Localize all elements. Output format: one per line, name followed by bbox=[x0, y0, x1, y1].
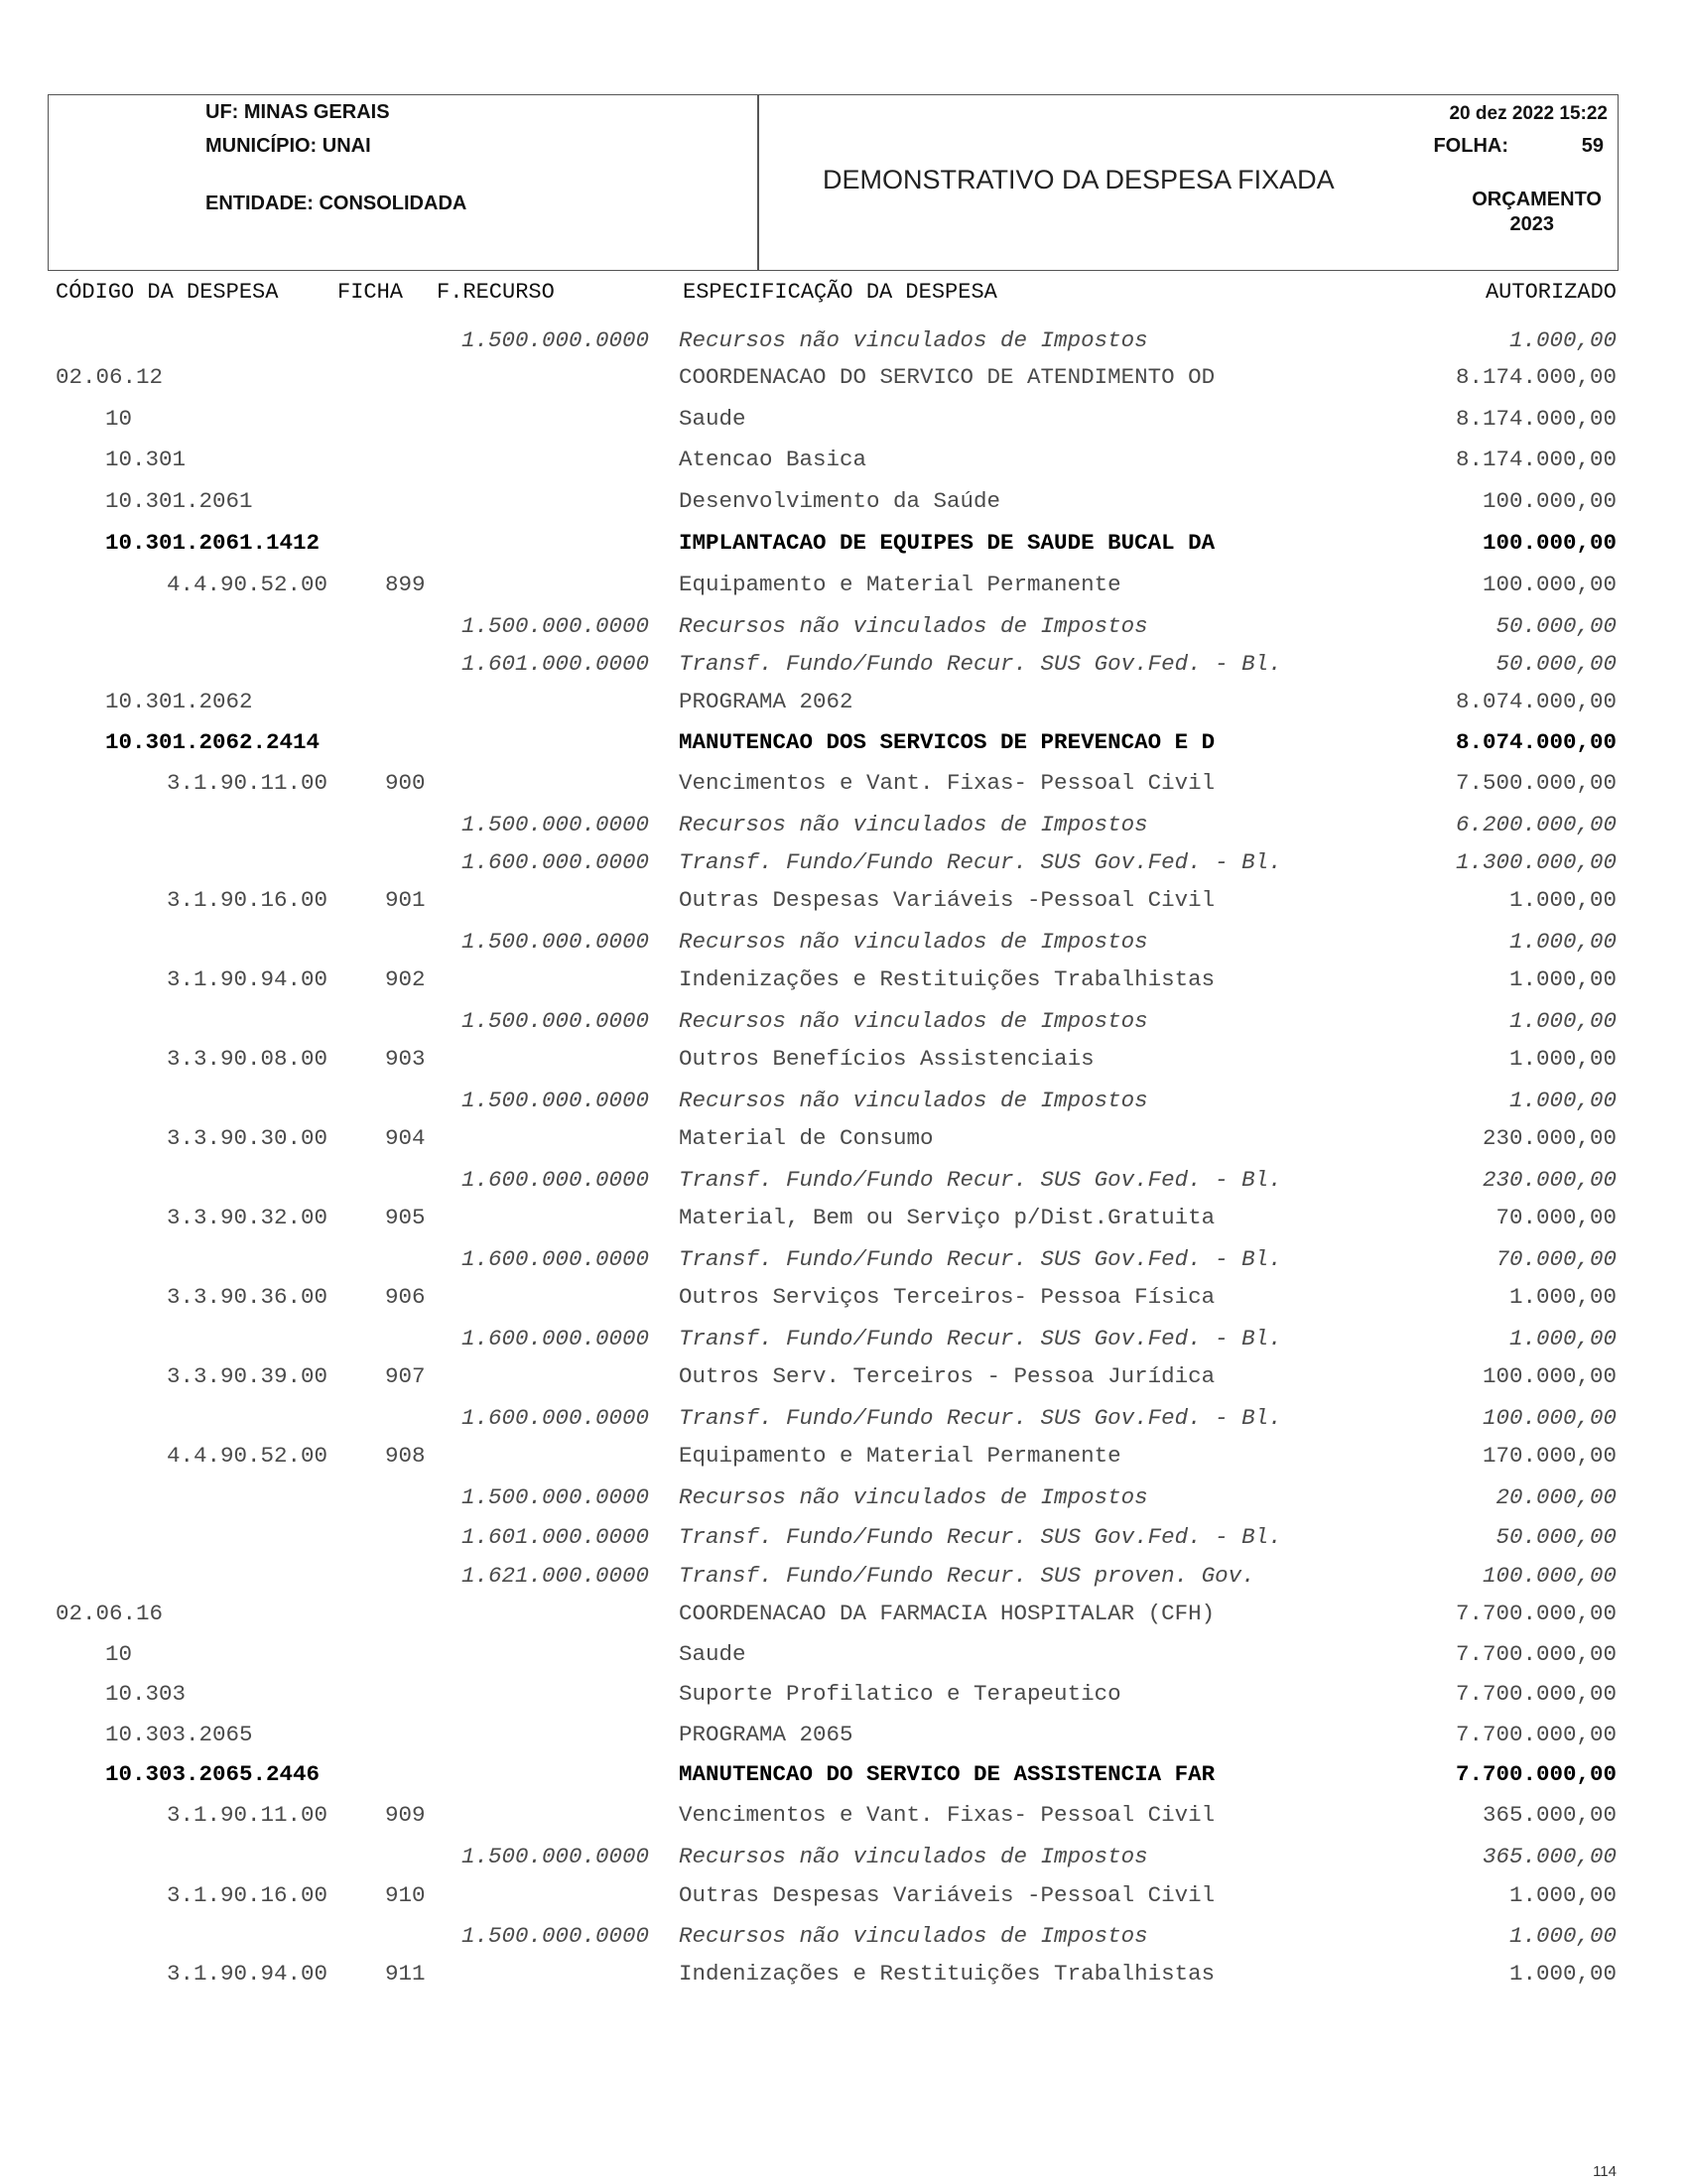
cell-recurso: 1.500.000.0000 bbox=[461, 929, 650, 955]
cell-desc: COORDENACAO DO SERVICO DE ATENDIMENTO OD bbox=[679, 364, 1216, 390]
table-row bbox=[0, 1084, 1688, 1117]
cell-desc: Saude bbox=[679, 406, 746, 432]
cell-desc: Outras Despesas Variáveis -Pessoal Civil bbox=[679, 1882, 1216, 1908]
table-row bbox=[0, 725, 1688, 759]
municipio-label: MUNICÍPIO: UNAI bbox=[205, 135, 371, 157]
cell-amount: 7.700.000,00 bbox=[1455, 1681, 1617, 1707]
cell-desc: Recursos não vinculados de Impostos bbox=[679, 1484, 1148, 1510]
cell-ficha: 899 bbox=[385, 572, 426, 597]
table-row bbox=[0, 484, 1688, 518]
cell-recurso: 1.600.000.0000 bbox=[461, 1326, 650, 1351]
column-especificacao: ESPECIFICAÇÃO DA DESPESA bbox=[683, 280, 997, 305]
table-row bbox=[0, 808, 1688, 841]
cell-amount: 50.000,00 bbox=[1495, 613, 1617, 639]
cell-desc: Recursos não vinculados de Impostos bbox=[679, 327, 1148, 353]
cell-recurso: 1.500.000.0000 bbox=[461, 327, 650, 353]
cell-desc: Recursos não vinculados de Impostos bbox=[679, 812, 1148, 837]
cell-code: 10 bbox=[105, 1641, 133, 1667]
table-row bbox=[0, 609, 1688, 643]
cell-code: 3.3.90.39.00 bbox=[167, 1363, 328, 1389]
cell-amount: 100.000,00 bbox=[1482, 1563, 1617, 1589]
column-ficha: FICHA bbox=[337, 280, 404, 305]
folha-label: FOLHA: bbox=[1433, 135, 1508, 157]
cell-amount: 100.000,00 bbox=[1482, 488, 1617, 514]
cell-code: 3.1.90.94.00 bbox=[167, 1961, 328, 1987]
cell-amount: 7.500.000,00 bbox=[1455, 770, 1617, 796]
table-row bbox=[0, 1878, 1688, 1912]
cell-ficha: 901 bbox=[385, 887, 426, 913]
cell-desc: Transf. Fundo/Fundo Recur. SUS Gov.Fed. - Bl. bbox=[679, 1246, 1282, 1272]
page-title: DEMONSTRATIVO DA DESPESA FIXADA bbox=[823, 165, 1335, 194]
cell-ficha: 906 bbox=[385, 1284, 426, 1310]
table-row bbox=[0, 1718, 1688, 1751]
cell-desc: Vencimentos e Vant. Fixas- Pessoal Civil bbox=[679, 770, 1216, 796]
table-row bbox=[0, 1242, 1688, 1276]
table-row bbox=[0, 1280, 1688, 1314]
table-row bbox=[0, 1163, 1688, 1197]
cell-amount: 50.000,00 bbox=[1495, 651, 1617, 677]
cell-desc: PROGRAMA 2065 bbox=[679, 1722, 853, 1747]
cell-desc: Transf. Fundo/Fundo Recur. SUS proven. Gov. bbox=[679, 1563, 1255, 1589]
table-row bbox=[0, 685, 1688, 718]
cell-code: 02.06.12 bbox=[56, 364, 164, 390]
cell-amount: 1.000,00 bbox=[1508, 1284, 1617, 1310]
cell-desc: Material de Consumo bbox=[679, 1125, 934, 1151]
cell-code: 10.301.2062 bbox=[105, 689, 253, 714]
cell-code: 4.4.90.52.00 bbox=[167, 572, 328, 597]
cell-amount: 7.700.000,00 bbox=[1455, 1641, 1617, 1667]
cell-code: 3.1.90.16.00 bbox=[167, 887, 328, 913]
table-row bbox=[0, 526, 1688, 560]
page-number: 114 bbox=[1593, 2163, 1617, 2180]
orcamento-year: 2023 bbox=[1509, 213, 1554, 235]
table-row bbox=[0, 402, 1688, 436]
cell-desc: Desenvolvimento da Saúde bbox=[679, 488, 1001, 514]
cell-desc: Transf. Fundo/Fundo Recur. SUS Gov.Fed. - Bl. bbox=[679, 651, 1282, 677]
column-recurso: F.RECURSO bbox=[437, 280, 555, 305]
cell-desc: Transf. Fundo/Fundo Recur. SUS Gov.Fed. - Bl. bbox=[679, 1167, 1282, 1193]
table-row bbox=[0, 360, 1688, 394]
table-row bbox=[0, 1201, 1688, 1234]
cell-recurso: 1.500.000.0000 bbox=[461, 1844, 650, 1869]
cell-code: 3.3.90.32.00 bbox=[167, 1205, 328, 1230]
table-row bbox=[0, 1919, 1688, 1953]
table-row bbox=[0, 647, 1688, 681]
cell-amount: 1.300.000,00 bbox=[1455, 849, 1617, 875]
table-row bbox=[0, 1439, 1688, 1473]
entidade-label: ENTIDADE: CONSOLIDADA bbox=[205, 193, 467, 214]
cell-amount: 100.000,00 bbox=[1482, 572, 1617, 597]
cell-code: 10.301.2061 bbox=[105, 488, 253, 514]
cell-recurso: 1.601.000.0000 bbox=[461, 651, 650, 677]
cell-amount: 8.174.000,00 bbox=[1455, 364, 1617, 390]
cell-amount: 1.000,00 bbox=[1508, 1882, 1617, 1908]
cell-code: 02.06.16 bbox=[56, 1601, 164, 1626]
table-row bbox=[0, 1597, 1688, 1630]
cell-amount: 365.000,00 bbox=[1482, 1844, 1617, 1869]
cell-code: 10.301.2062.2414 bbox=[105, 729, 321, 755]
cell-code: 10.303 bbox=[105, 1681, 187, 1707]
cell-desc: Indenizações e Restituições Trabalhistas bbox=[679, 966, 1216, 992]
column-autorizado: AUTORIZADO bbox=[1485, 280, 1617, 305]
report-header bbox=[48, 94, 1619, 271]
cell-amount: 230.000,00 bbox=[1482, 1125, 1617, 1151]
table-row bbox=[0, 1798, 1688, 1832]
table-row bbox=[0, 1559, 1688, 1593]
cell-code: 4.4.90.52.00 bbox=[167, 1443, 328, 1469]
table-row bbox=[0, 1840, 1688, 1873]
cell-desc: Indenizações e Restituições Trabalhistas bbox=[679, 1961, 1216, 1987]
cell-amount: 365.000,00 bbox=[1482, 1802, 1617, 1828]
cell-desc: Atencao Basica bbox=[679, 447, 867, 472]
cell-desc: Outras Despesas Variáveis -Pessoal Civil bbox=[679, 887, 1216, 913]
cell-code: 3.3.90.30.00 bbox=[167, 1125, 328, 1151]
cell-desc: Suporte Profilatico e Terapeutico bbox=[679, 1681, 1121, 1707]
cell-desc: Transf. Fundo/Fundo Recur. SUS Gov.Fed. - Bl. bbox=[679, 1405, 1282, 1431]
cell-desc: Outros Serviços Terceiros- Pessoa Física bbox=[679, 1284, 1216, 1310]
cell-amount: 70.000,00 bbox=[1495, 1246, 1617, 1272]
cell-code: 3.3.90.36.00 bbox=[167, 1284, 328, 1310]
cell-recurso: 1.600.000.0000 bbox=[461, 849, 650, 875]
cell-amount: 8.074.000,00 bbox=[1455, 729, 1617, 755]
uf-label: UF: MINAS GERAIS bbox=[205, 101, 390, 123]
table-row bbox=[0, 1637, 1688, 1671]
header-divider bbox=[757, 95, 759, 270]
cell-recurso: 1.500.000.0000 bbox=[461, 812, 650, 837]
cell-recurso: 1.601.000.0000 bbox=[461, 1524, 650, 1550]
cell-desc: Transf. Fundo/Fundo Recur. SUS Gov.Fed. - Bl. bbox=[679, 1524, 1282, 1550]
cell-desc: Material, Bem ou Serviço p/Dist.Gratuita bbox=[679, 1205, 1216, 1230]
cell-amount: 8.074.000,00 bbox=[1455, 689, 1617, 714]
table-row bbox=[0, 1520, 1688, 1554]
cell-amount: 1.000,00 bbox=[1508, 1088, 1617, 1113]
cell-recurso: 1.621.000.0000 bbox=[461, 1563, 650, 1589]
table-row bbox=[0, 1401, 1688, 1435]
cell-desc: MANUTENCAO DOS SERVICOS DE PREVENCAO E D bbox=[679, 729, 1216, 755]
cell-amount: 170.000,00 bbox=[1482, 1443, 1617, 1469]
cell-amount: 100.000,00 bbox=[1482, 1363, 1617, 1389]
cell-amount: 20.000,00 bbox=[1495, 1484, 1617, 1510]
cell-code: 10.301.2061.1412 bbox=[105, 530, 321, 556]
cell-recurso: 1.500.000.0000 bbox=[461, 613, 650, 639]
cell-desc: Recursos não vinculados de Impostos bbox=[679, 1844, 1148, 1869]
table-row bbox=[0, 1042, 1688, 1076]
cell-amount: 6.200.000,00 bbox=[1455, 812, 1617, 837]
column-codigo: CÓDIGO DA DESPESA bbox=[56, 280, 279, 305]
cell-amount: 1.000,00 bbox=[1508, 1046, 1617, 1072]
cell-ficha: 905 bbox=[385, 1205, 426, 1230]
cell-amount: 7.700.000,00 bbox=[1455, 1722, 1617, 1747]
cell-amount: 1.000,00 bbox=[1508, 1008, 1617, 1034]
cell-desc: MANUTENCAO DO SERVICO DE ASSISTENCIA FAR bbox=[679, 1761, 1216, 1787]
cell-desc: PROGRAMA 2062 bbox=[679, 689, 853, 714]
cell-ficha: 909 bbox=[385, 1802, 426, 1828]
cell-amount: 1.000,00 bbox=[1508, 887, 1617, 913]
cell-recurso: 1.500.000.0000 bbox=[461, 1008, 650, 1034]
cell-ficha: 910 bbox=[385, 1882, 426, 1908]
cell-code: 3.1.90.94.00 bbox=[167, 966, 328, 992]
table-row bbox=[0, 1359, 1688, 1393]
table-row bbox=[0, 1757, 1688, 1791]
cell-code: 10 bbox=[105, 406, 133, 432]
cell-desc: Transf. Fundo/Fundo Recur. SUS Gov.Fed. - Bl. bbox=[679, 1326, 1282, 1351]
table-row bbox=[0, 925, 1688, 959]
table-row bbox=[0, 1121, 1688, 1155]
cell-ficha: 911 bbox=[385, 1961, 426, 1987]
cell-recurso: 1.600.000.0000 bbox=[461, 1405, 650, 1431]
cell-desc: Outros Serv. Terceiros - Pessoa Jurídica bbox=[679, 1363, 1216, 1389]
cell-desc: Saude bbox=[679, 1641, 746, 1667]
cell-ficha: 902 bbox=[385, 966, 426, 992]
cell-amount: 1.000,00 bbox=[1508, 1923, 1617, 1949]
cell-code: 3.3.90.08.00 bbox=[167, 1046, 328, 1072]
cell-ficha: 904 bbox=[385, 1125, 426, 1151]
cell-desc: Recursos não vinculados de Impostos bbox=[679, 1088, 1148, 1113]
table-row bbox=[0, 1677, 1688, 1711]
cell-code: 10.303.2065 bbox=[105, 1722, 253, 1747]
cell-ficha: 908 bbox=[385, 1443, 426, 1469]
cell-desc: Recursos não vinculados de Impostos bbox=[679, 613, 1148, 639]
cell-ficha: 907 bbox=[385, 1363, 426, 1389]
table-row bbox=[0, 1480, 1688, 1514]
table-row bbox=[0, 1322, 1688, 1355]
cell-amount: 1.000,00 bbox=[1508, 966, 1617, 992]
cell-desc: Recursos não vinculados de Impostos bbox=[679, 1008, 1148, 1034]
cell-amount: 1.000,00 bbox=[1508, 1961, 1617, 1987]
cell-amount: 1.000,00 bbox=[1508, 327, 1617, 353]
cell-code: 3.1.90.16.00 bbox=[167, 1882, 328, 1908]
cell-amount: 70.000,00 bbox=[1495, 1205, 1617, 1230]
table-row bbox=[0, 568, 1688, 601]
cell-desc: Equipamento e Material Permanente bbox=[679, 1443, 1121, 1469]
cell-recurso: 1.500.000.0000 bbox=[461, 1484, 650, 1510]
cell-recurso: 1.600.000.0000 bbox=[461, 1167, 650, 1193]
cell-amount: 230.000,00 bbox=[1482, 1167, 1617, 1193]
folha-value: 59 bbox=[1581, 135, 1604, 157]
cell-desc: IMPLANTACAO DE EQUIPES DE SAUDE BUCAL DA bbox=[679, 530, 1216, 556]
cell-desc: Transf. Fundo/Fundo Recur. SUS Gov.Fed. - Bl. bbox=[679, 849, 1282, 875]
cell-recurso: 1.600.000.0000 bbox=[461, 1246, 650, 1272]
cell-amount: 7.700.000,00 bbox=[1455, 1601, 1617, 1626]
table-row bbox=[0, 443, 1688, 476]
cell-amount: 1.000,00 bbox=[1508, 1326, 1617, 1351]
cell-ficha: 903 bbox=[385, 1046, 426, 1072]
table-row bbox=[0, 1004, 1688, 1038]
cell-ficha: 900 bbox=[385, 770, 426, 796]
cell-amount: 1.000,00 bbox=[1508, 929, 1617, 955]
table-row bbox=[0, 1957, 1688, 1991]
cell-amount: 8.174.000,00 bbox=[1455, 406, 1617, 432]
cell-desc: Recursos não vinculados de Impostos bbox=[679, 929, 1148, 955]
cell-recurso: 1.500.000.0000 bbox=[461, 1088, 650, 1113]
cell-code: 3.1.90.11.00 bbox=[167, 770, 328, 796]
table-row bbox=[0, 323, 1688, 357]
report-datetime: 20 dez 2022 15:22 bbox=[1449, 103, 1608, 124]
cell-desc: Equipamento e Material Permanente bbox=[679, 572, 1121, 597]
cell-amount: 100.000,00 bbox=[1482, 530, 1617, 556]
cell-code: 3.1.90.11.00 bbox=[167, 1802, 328, 1828]
cell-desc: Recursos não vinculados de Impostos bbox=[679, 1923, 1148, 1949]
cell-amount: 100.000,00 bbox=[1482, 1405, 1617, 1431]
orcamento-label: ORÇAMENTO bbox=[1472, 189, 1602, 210]
cell-code: 10.303.2065.2446 bbox=[105, 1761, 321, 1787]
cell-amount: 8.174.000,00 bbox=[1455, 447, 1617, 472]
cell-amount: 7.700.000,00 bbox=[1455, 1761, 1617, 1787]
table-row bbox=[0, 963, 1688, 996]
cell-code: 10.301 bbox=[105, 447, 187, 472]
cell-desc: Outros Benefícios Assistenciais bbox=[679, 1046, 1095, 1072]
cell-recurso: 1.500.000.0000 bbox=[461, 1923, 650, 1949]
cell-desc: Vencimentos e Vant. Fixas- Pessoal Civil bbox=[679, 1802, 1216, 1828]
table-row bbox=[0, 845, 1688, 879]
cell-desc: COORDENACAO DA FARMACIA HOSPITALAR (CFH) bbox=[679, 1601, 1216, 1626]
table-row bbox=[0, 883, 1688, 917]
cell-amount: 50.000,00 bbox=[1495, 1524, 1617, 1550]
table-row bbox=[0, 766, 1688, 800]
